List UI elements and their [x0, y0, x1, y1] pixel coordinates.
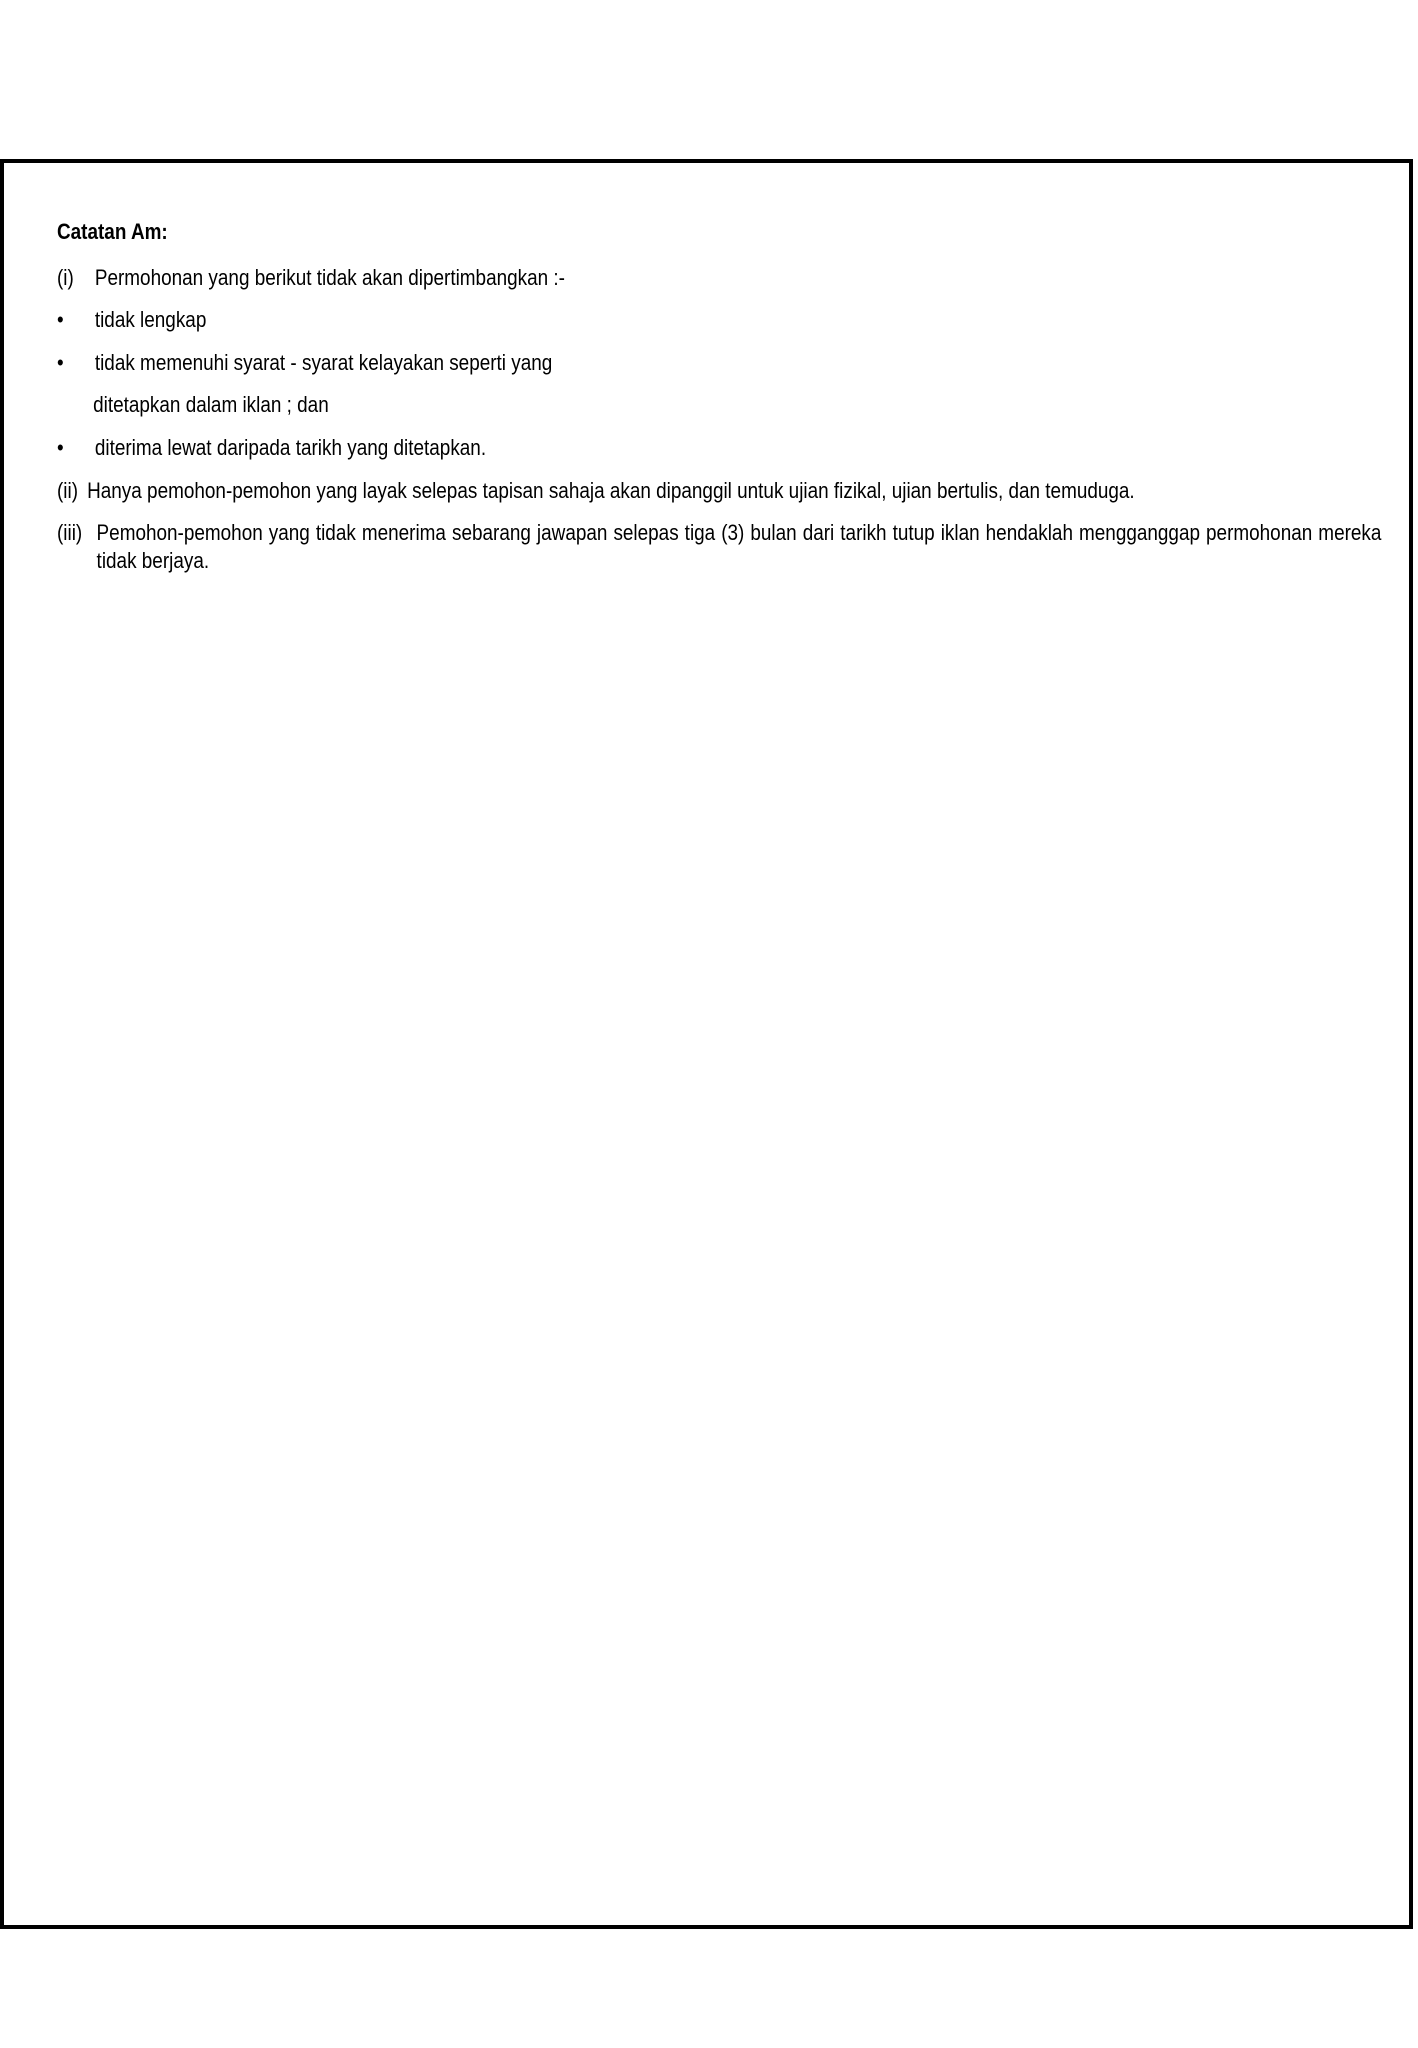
item-ii-marker: (ii) — [57, 478, 79, 503]
item-iii-text: Pemohon-pemohon yang tidak menerima sebarang jawapan selepas tiga (3) bulan dari tarikh tutup iklan hendaklah mengganggap permohonan mereka tidak berjaya. — [96, 520, 1382, 573]
item-iii — [57, 519, 1381, 575]
bullet-icon: • — [57, 307, 64, 332]
item-i-text: Permohonan yang berikut tidak akan dipertimbangkan :- — [94, 265, 565, 290]
item-ii-text: Hanya pemohon-pemohon yang layak selepas tapisan sahaja akan dipanggil untuk ujian fizikal, ujian bertulis, dan temuduga. — [87, 478, 1135, 503]
bullet-text: tidak lengkap — [94, 307, 207, 332]
item-iii-marker: (iii) — [57, 520, 83, 545]
bullet-icon: • — [57, 435, 64, 460]
bullet-text: diterima lewat daripada tarikh yang ditetapkan. — [94, 435, 487, 460]
bullet-icon: • — [57, 350, 64, 375]
bullet-continuation-text: ditetapkan dalam iklan ; dan — [93, 392, 329, 417]
item-i-marker: (i) — [57, 265, 74, 290]
bullet-text: tidak memenuhi syarat - syarat kelayakan seperti yang — [94, 350, 553, 375]
notes-title: Catatan Am: — [57, 219, 168, 244]
notes-frame — [0, 159, 1413, 1929]
